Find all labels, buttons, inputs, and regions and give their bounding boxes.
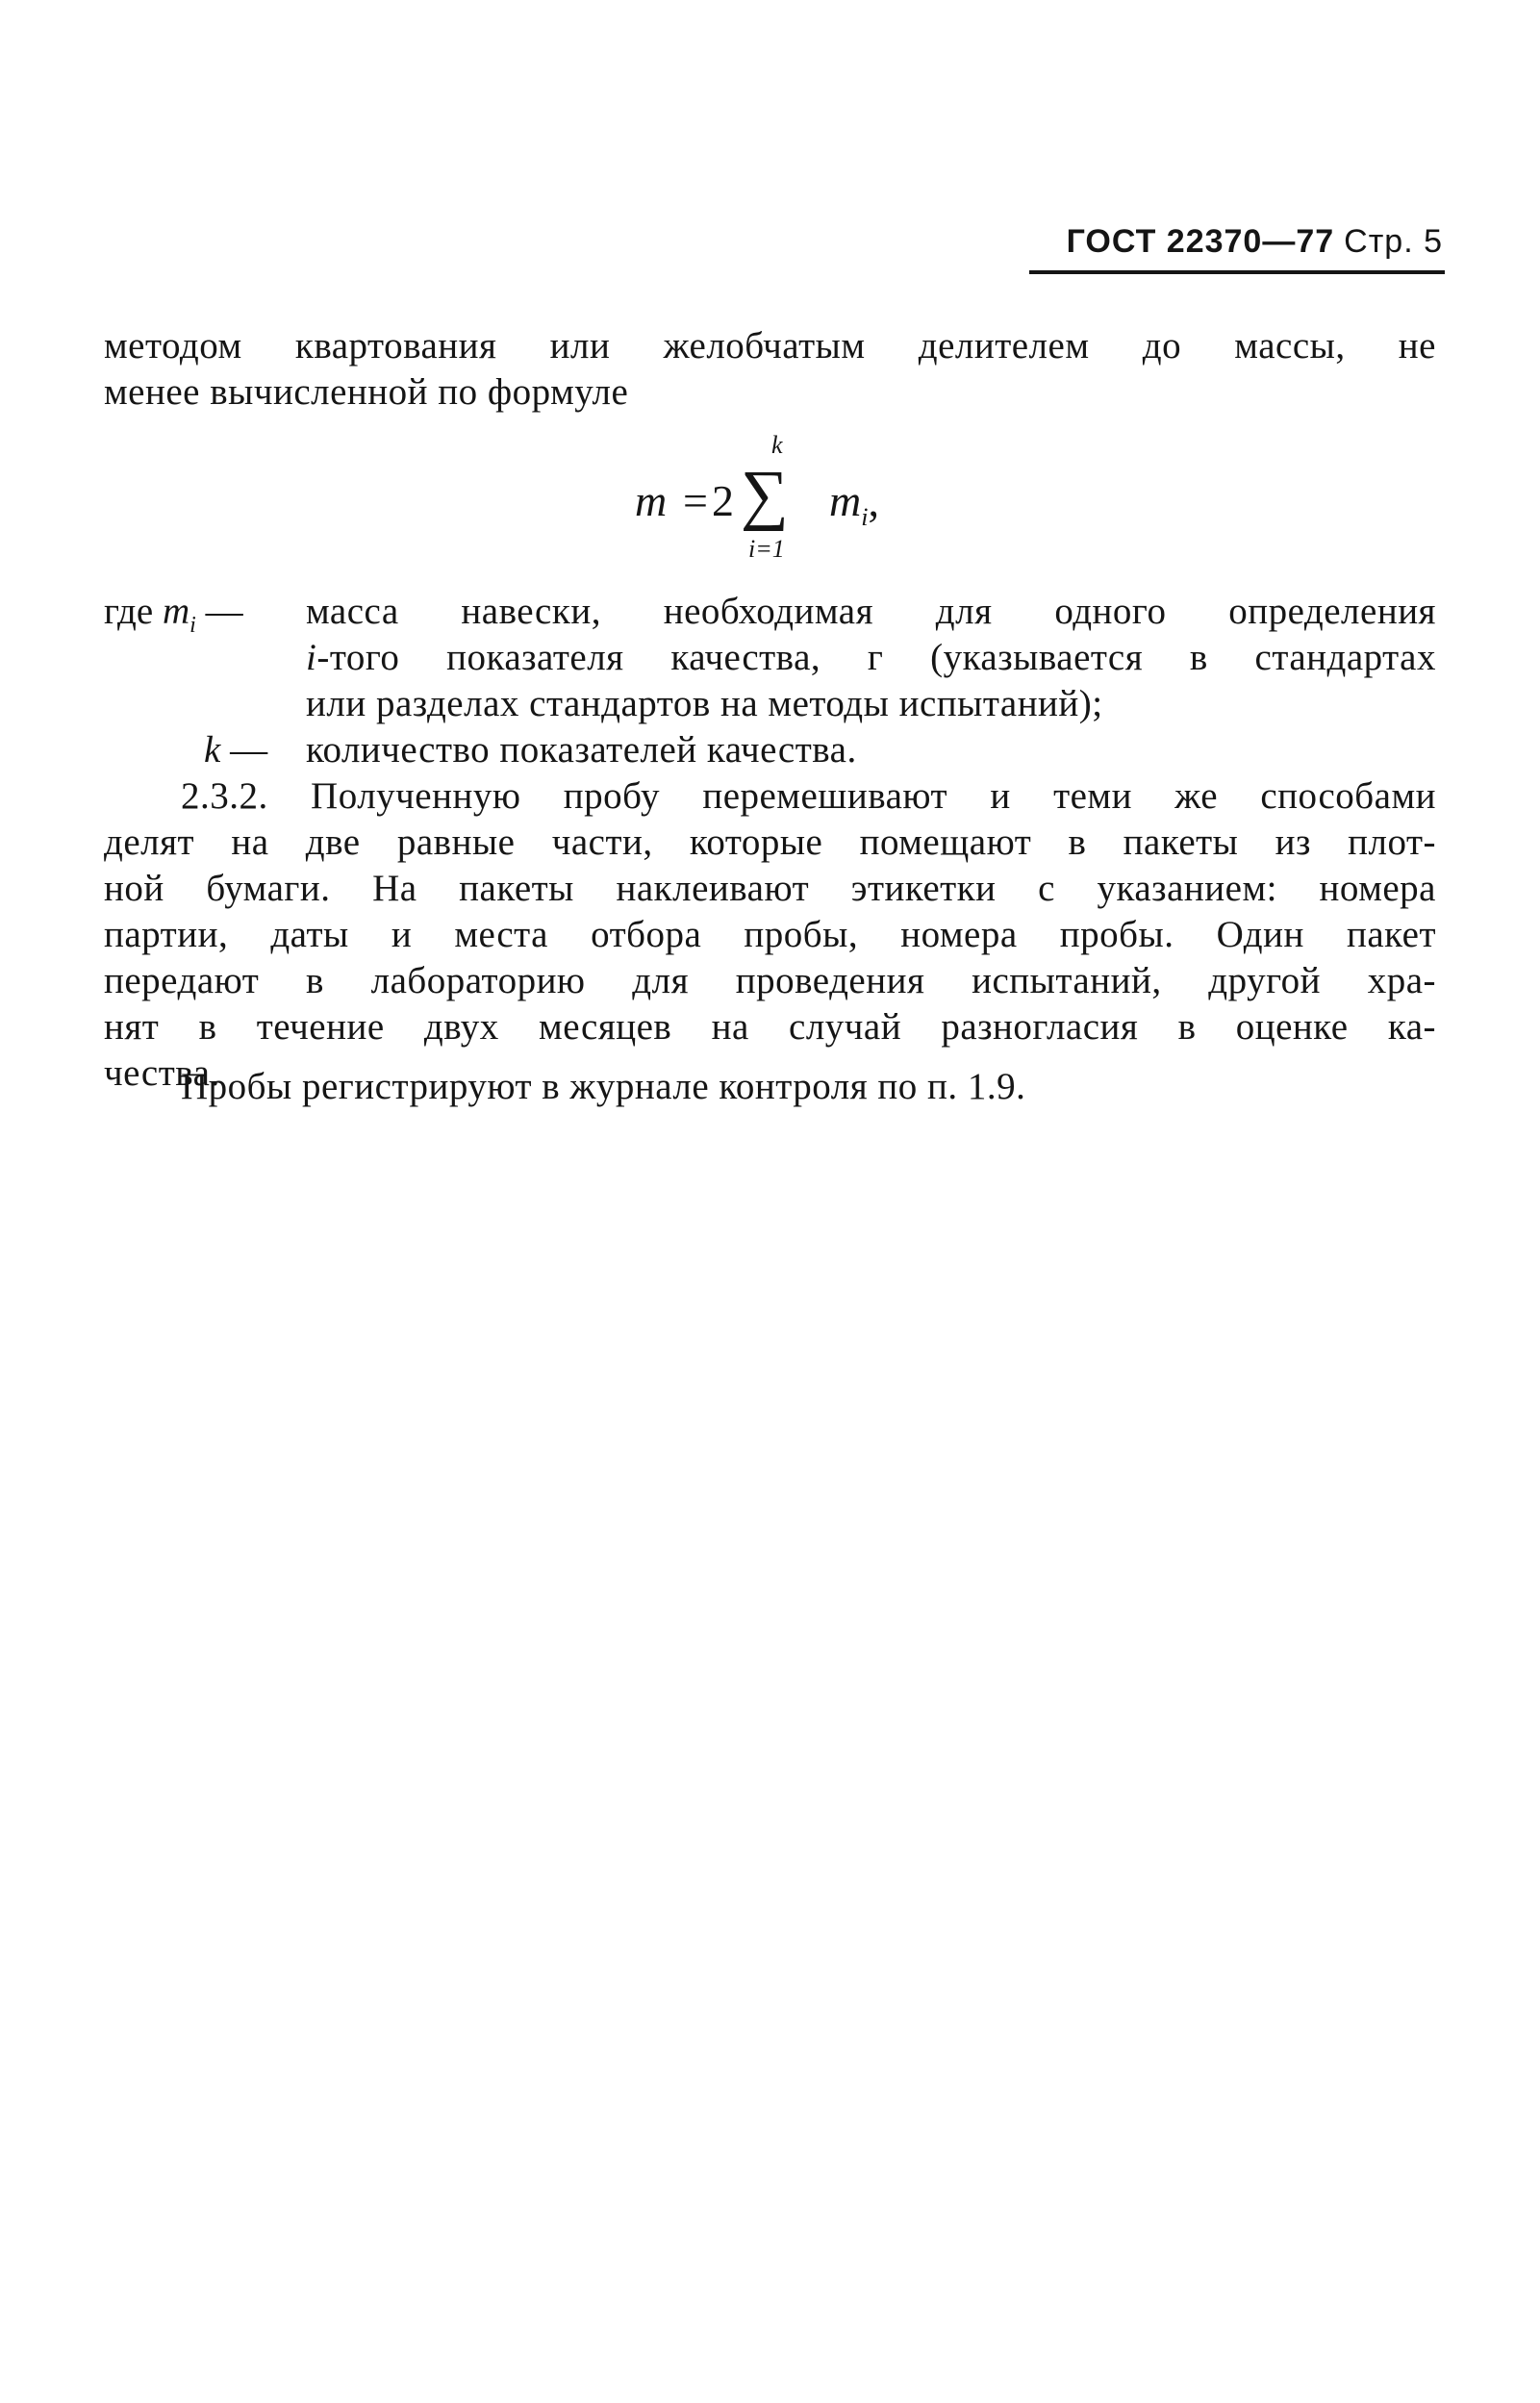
section-232-line-2: делят на две равные части, которые помещают в пакеты из плот-	[104, 822, 1436, 863]
section-232-line-1: 2.3.2. Полученную пробу перемешивают и теми же способами	[181, 775, 1436, 817]
definition-k-text: количество показателей качества.	[306, 729, 857, 771]
closing-text: Пробы регистрируют в журнале контроля по п. 1.9.	[181, 1066, 1026, 1107]
formula-equals: =	[683, 476, 708, 525]
formula-coefficient: 2	[712, 476, 734, 525]
page-header	[1029, 217, 1445, 271]
definition-k-label	[204, 727, 267, 773]
definition-mi-line-1: масса навески, необходимая для одного определения	[306, 591, 1436, 632]
section-232-line-7: чества.	[104, 1052, 220, 1094]
sum-lower-limit: i=1	[748, 535, 785, 563]
section-232-line-3: ной бумаги. На пакеты наклеивают этикетки с указанием: номера	[104, 868, 1436, 909]
summand: $m_i$,	[829, 476, 879, 532]
mi-symbol: $m_i$	[162, 591, 196, 638]
sum-formula	[635, 431, 1039, 575]
section-232-line-6: нят в течение двух месяцев на случай разногласия в оценке ка-	[104, 1006, 1436, 1048]
k-symbol: k	[204, 729, 221, 771]
definition-mi-line-2: i-того показателя качества, г (указывается в стандартах	[306, 637, 1436, 678]
k-dash: —	[230, 729, 268, 771]
where-word: где	[104, 591, 154, 632]
definition-mi-label	[104, 589, 243, 648]
formula-lhs: m	[635, 476, 668, 525]
sum-upper-limit: k	[771, 431, 783, 459]
sigma-symbol: ∑	[741, 458, 789, 532]
intro-line-2: менее вычисленной по формуле	[104, 371, 629, 413]
section-232-line-5: передают в лабораторию для проведения испытаний, другой хра-	[104, 960, 1436, 1001]
definition-mi-line-3: или разделах стандартов на методы испытаний);	[306, 683, 1103, 724]
standard-code: ГОСТ 22370—77	[1066, 223, 1335, 260]
section-232-line-4: партии, даты и места отбора пробы, номера пробы. Один пакет	[104, 914, 1436, 955]
header-rule	[1029, 270, 1445, 274]
intro-line-1: методом квартования или желобчатым делителем до массы, не	[104, 325, 1436, 367]
header-text	[1067, 223, 1443, 261]
page-number: Стр. 5	[1344, 223, 1443, 260]
mi-dash: —	[205, 591, 243, 632]
